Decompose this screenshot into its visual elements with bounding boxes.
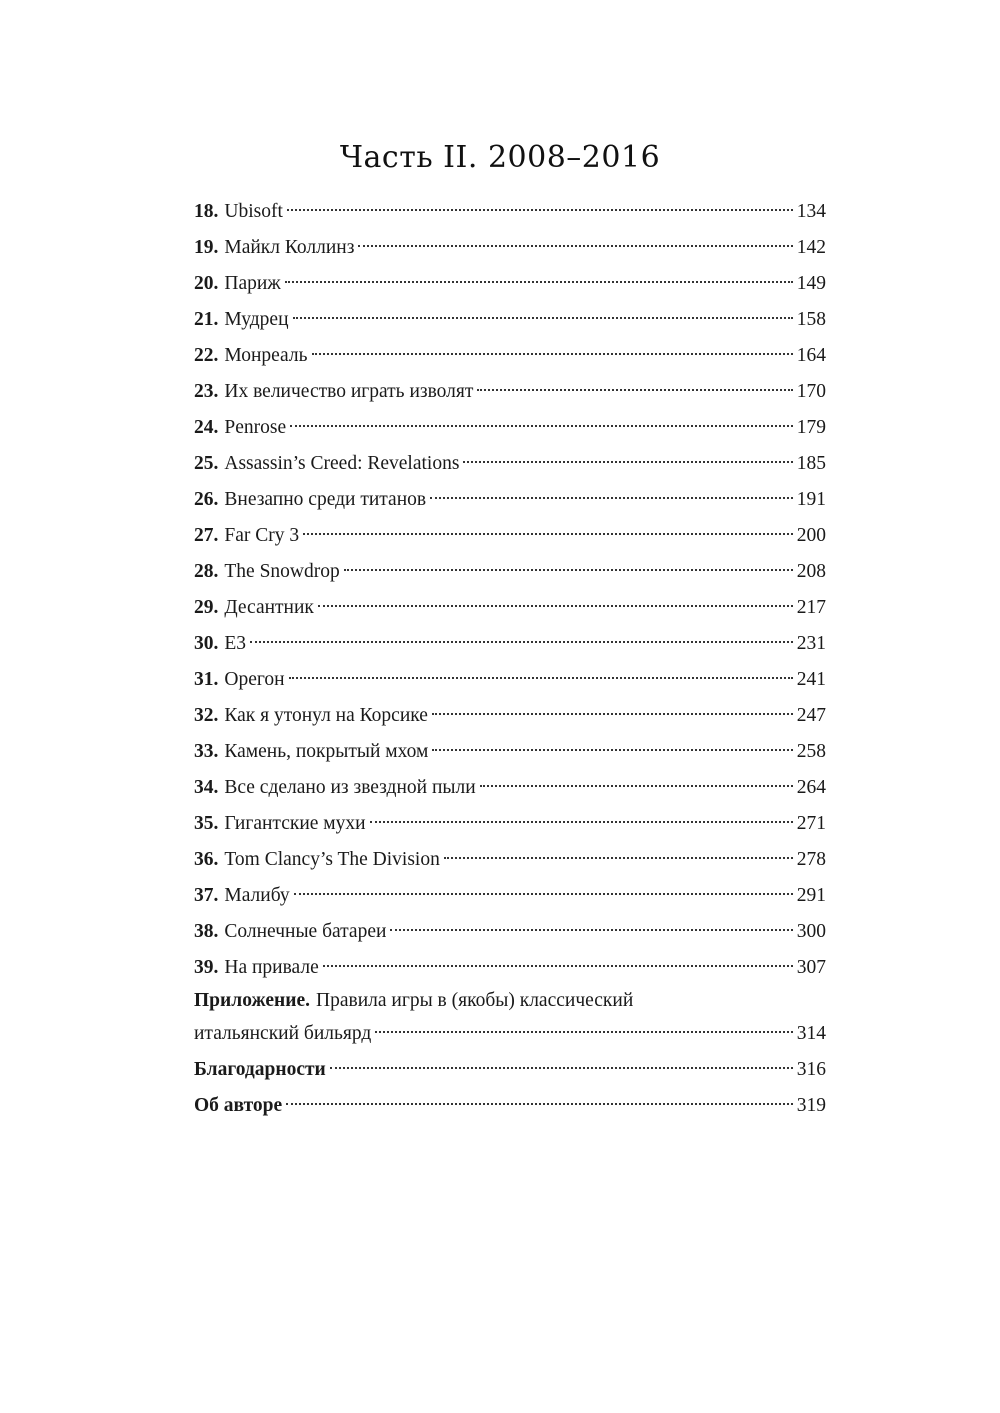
entry-number: 28. bbox=[194, 561, 219, 582]
dot-leader bbox=[287, 209, 793, 211]
entry-title: Assassin’s Creed: Revelations bbox=[224, 453, 460, 474]
entry-number: 24. bbox=[194, 417, 219, 438]
toc-entry[interactable] bbox=[194, 806, 826, 842]
entry-page: 271 bbox=[796, 813, 826, 834]
toc-entry[interactable] bbox=[194, 338, 826, 374]
appendix-label: Приложение. bbox=[194, 990, 310, 1011]
toc-entry-appendix[interactable] bbox=[194, 986, 826, 1016]
entry-page: 314 bbox=[796, 1023, 826, 1044]
entry-title: Внезапно среди титанов bbox=[224, 489, 427, 510]
dot-leader bbox=[358, 245, 792, 247]
entry-page: 191 bbox=[796, 489, 826, 510]
entry-number: 29. bbox=[194, 597, 219, 618]
entry-title: Майкл Коллинз bbox=[224, 237, 355, 258]
entry-title: Десантник bbox=[224, 597, 314, 618]
entry-number: 22. bbox=[194, 345, 219, 366]
toc-entry[interactable] bbox=[194, 734, 826, 770]
toc-entry[interactable] bbox=[194, 374, 826, 410]
entry-title: Благодарности bbox=[194, 1059, 326, 1080]
toc-entry[interactable] bbox=[194, 410, 826, 446]
entry-title: Их величество играть изволят bbox=[224, 381, 474, 402]
entry-number: 21. bbox=[194, 309, 219, 330]
dot-leader bbox=[294, 893, 793, 895]
toc-entry[interactable] bbox=[194, 230, 826, 266]
entry-title: Все сделано из звездной пыли bbox=[224, 777, 476, 798]
toc-entry[interactable] bbox=[194, 554, 826, 590]
entry-page: 278 bbox=[796, 849, 826, 870]
entry-title: Ubisoft bbox=[224, 201, 283, 222]
dot-leader bbox=[293, 317, 793, 319]
toc-entry[interactable] bbox=[194, 194, 826, 230]
dot-leader bbox=[463, 461, 792, 463]
entry-page: 158 bbox=[796, 309, 826, 330]
entry-number: 36. bbox=[194, 849, 219, 870]
toc-entry[interactable] bbox=[194, 626, 826, 662]
entry-number: 37. bbox=[194, 885, 219, 906]
entry-title: Париж bbox=[224, 273, 281, 294]
entry-page: 200 bbox=[796, 525, 826, 546]
toc-entry[interactable] bbox=[194, 482, 826, 518]
dot-leader bbox=[477, 389, 792, 391]
toc-entry[interactable] bbox=[194, 878, 826, 914]
entry-number: 31. bbox=[194, 669, 219, 690]
table-of-contents bbox=[194, 194, 826, 1124]
toc-entry[interactable] bbox=[194, 698, 826, 734]
dot-leader bbox=[250, 641, 793, 643]
toc-entry[interactable] bbox=[194, 446, 826, 482]
dot-leader bbox=[312, 353, 793, 355]
entry-page: 179 bbox=[796, 417, 826, 438]
dot-leader bbox=[390, 929, 792, 931]
appendix-title-line2: итальянский бильярд bbox=[194, 1023, 372, 1044]
entry-page: 307 bbox=[796, 957, 826, 978]
entry-title: Гигантские мухи bbox=[224, 813, 366, 834]
dot-leader bbox=[318, 605, 793, 607]
entry-page: 300 bbox=[796, 921, 826, 942]
entry-page: 231 bbox=[796, 633, 826, 654]
dot-leader bbox=[370, 821, 793, 823]
entry-page: 291 bbox=[796, 885, 826, 906]
entry-number: 32. bbox=[194, 705, 219, 726]
toc-entry[interactable] bbox=[194, 518, 826, 554]
dot-leader bbox=[330, 1067, 793, 1069]
toc-entry[interactable] bbox=[194, 842, 826, 878]
entry-number: 33. bbox=[194, 741, 219, 762]
entry-title: Солнечные батареи bbox=[224, 921, 387, 942]
entry-page: 164 bbox=[796, 345, 826, 366]
entry-number: 18. bbox=[194, 201, 219, 222]
entry-title: Камень, покрытый мхом bbox=[224, 741, 429, 762]
dot-leader bbox=[286, 1103, 793, 1105]
entry-title: The Snowdrop bbox=[224, 561, 340, 582]
entry-page: 170 bbox=[796, 381, 826, 402]
entry-page: 316 bbox=[796, 1059, 826, 1080]
entry-number: 25. bbox=[194, 453, 219, 474]
toc-entry-about-author[interactable] bbox=[194, 1088, 826, 1124]
entry-title: Об авторе bbox=[194, 1095, 283, 1116]
entry-title: Орегон bbox=[224, 669, 285, 690]
entry-number: 30. bbox=[194, 633, 219, 654]
dot-leader bbox=[344, 569, 793, 571]
entry-page: 149 bbox=[796, 273, 826, 294]
entry-number: 26. bbox=[194, 489, 219, 510]
dot-leader bbox=[432, 713, 793, 715]
entry-title: Far Cry 3 bbox=[224, 525, 300, 546]
entry-page: 319 bbox=[796, 1095, 826, 1116]
dot-leader bbox=[289, 677, 793, 679]
entry-number: 38. bbox=[194, 921, 219, 942]
entry-number: 39. bbox=[194, 957, 219, 978]
toc-entry[interactable] bbox=[194, 770, 826, 806]
entry-title: E3 bbox=[224, 633, 247, 654]
entry-title: На привале bbox=[224, 957, 319, 978]
dot-leader bbox=[480, 785, 793, 787]
entry-page: 247 bbox=[796, 705, 826, 726]
entry-title: Как я утонул на Корсике bbox=[224, 705, 428, 726]
entry-title: Penrose bbox=[224, 417, 287, 438]
toc-entry[interactable] bbox=[194, 266, 826, 302]
entry-title: Мудрец bbox=[224, 309, 289, 330]
dot-leader bbox=[430, 497, 793, 499]
toc-entry[interactable] bbox=[194, 950, 826, 986]
dot-leader bbox=[375, 1031, 792, 1033]
entry-title: Монреаль bbox=[224, 345, 308, 366]
entry-number: 35. bbox=[194, 813, 219, 834]
dot-leader bbox=[444, 857, 793, 859]
entry-page: 258 bbox=[796, 741, 826, 762]
entry-number: 27. bbox=[194, 525, 219, 546]
entry-title: Tom Clancy’s The Division bbox=[224, 849, 440, 870]
entry-title: Малибу bbox=[224, 885, 290, 906]
toc-entry-acknowledgements[interactable] bbox=[194, 1052, 826, 1088]
entry-page: 134 bbox=[796, 201, 826, 222]
entry-page: 208 bbox=[796, 561, 826, 582]
toc-entry[interactable] bbox=[194, 302, 826, 338]
entry-page: 185 bbox=[796, 453, 826, 474]
dot-leader bbox=[303, 533, 793, 535]
appendix-title-line1: Правила игры в (якобы) классический bbox=[316, 990, 634, 1011]
entry-page: 142 bbox=[796, 237, 826, 258]
entry-number: 23. bbox=[194, 381, 219, 402]
part-title: Часть II. 2008–2016 bbox=[339, 140, 661, 175]
entry-page: 241 bbox=[796, 669, 826, 690]
dot-leader bbox=[323, 965, 793, 967]
dot-leader bbox=[285, 281, 793, 283]
entry-number: 19. bbox=[194, 237, 219, 258]
entry-page: 264 bbox=[796, 777, 826, 798]
toc-entry-appendix-continued[interactable] bbox=[194, 1016, 826, 1052]
entry-page: 217 bbox=[796, 597, 826, 618]
dot-leader bbox=[432, 749, 792, 751]
toc-entry[interactable] bbox=[194, 914, 826, 950]
entry-number: 20. bbox=[194, 273, 219, 294]
dot-leader bbox=[290, 425, 793, 427]
toc-entry[interactable] bbox=[194, 662, 826, 698]
entry-number: 34. bbox=[194, 777, 219, 798]
toc-entry[interactable] bbox=[194, 590, 826, 626]
